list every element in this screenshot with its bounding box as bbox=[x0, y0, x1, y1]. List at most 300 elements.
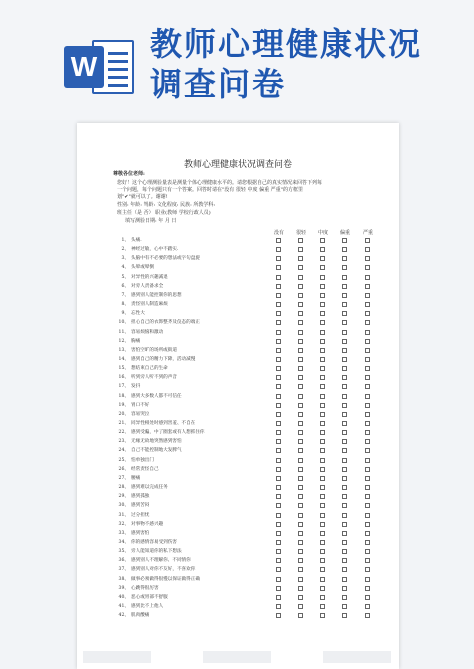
answer-checkbox[interactable] bbox=[365, 293, 370, 298]
question-row bbox=[117, 466, 387, 474]
answer-checkbox[interactable] bbox=[276, 595, 281, 600]
answer-checkbox[interactable] bbox=[298, 595, 303, 600]
answer-checkbox[interactable] bbox=[342, 421, 347, 426]
question-text: 责怪别人制造麻烦 bbox=[131, 302, 168, 308]
answer-checkbox[interactable] bbox=[320, 430, 325, 435]
answer-checkbox[interactable] bbox=[342, 494, 347, 499]
greeting: 尊敬各位老师: bbox=[113, 171, 145, 177]
answer-checkbox[interactable] bbox=[276, 357, 281, 362]
answer-checkbox[interactable] bbox=[365, 439, 370, 444]
answer-checkbox[interactable] bbox=[342, 256, 347, 261]
answer-checkbox[interactable] bbox=[342, 513, 347, 518]
question-row bbox=[117, 365, 387, 373]
question-row bbox=[117, 274, 387, 282]
answer-checkbox[interactable] bbox=[298, 348, 303, 353]
question-row bbox=[117, 603, 387, 611]
answer-checkbox[interactable] bbox=[342, 567, 347, 572]
answer-checkbox[interactable] bbox=[276, 311, 281, 316]
answer-checkbox[interactable] bbox=[342, 448, 347, 453]
answer-checkbox[interactable] bbox=[276, 522, 281, 527]
answer-checkbox[interactable] bbox=[298, 339, 303, 344]
answer-checkbox[interactable] bbox=[276, 348, 281, 353]
answer-checkbox[interactable] bbox=[298, 558, 303, 563]
answer-checkbox[interactable] bbox=[342, 595, 347, 600]
answer-checkbox[interactable] bbox=[342, 330, 347, 335]
answer-checkbox[interactable] bbox=[276, 247, 281, 252]
option-header: 很轻 bbox=[296, 230, 307, 236]
answer-checkbox[interactable] bbox=[276, 375, 281, 380]
answer-checkbox[interactable] bbox=[320, 293, 325, 298]
answer-checkbox[interactable] bbox=[298, 503, 303, 508]
answer-checkbox[interactable] bbox=[298, 284, 303, 289]
answer-checkbox[interactable] bbox=[365, 394, 370, 399]
question-text: 胃口不好 bbox=[131, 402, 150, 408]
answer-checkbox[interactable] bbox=[365, 311, 370, 316]
answer-checkbox[interactable] bbox=[276, 604, 281, 609]
answer-checkbox[interactable] bbox=[276, 394, 281, 399]
answer-checkbox[interactable] bbox=[276, 302, 281, 307]
question-row bbox=[117, 420, 387, 428]
answer-checkbox[interactable] bbox=[298, 330, 303, 335]
question-row bbox=[117, 402, 387, 410]
answer-checkbox[interactable] bbox=[320, 604, 325, 609]
answer-checkbox[interactable] bbox=[320, 339, 325, 344]
answer-checkbox[interactable] bbox=[298, 485, 303, 490]
answer-checkbox[interactable] bbox=[342, 439, 347, 444]
answer-checkbox[interactable] bbox=[342, 467, 347, 472]
answer-checkbox[interactable] bbox=[365, 567, 370, 572]
question-row bbox=[117, 347, 387, 355]
banner bbox=[0, 0, 474, 120]
answer-checkbox[interactable] bbox=[298, 357, 303, 362]
question-number: 4、 bbox=[121, 265, 129, 271]
answer-checkbox[interactable] bbox=[365, 531, 370, 536]
answer-checkbox[interactable] bbox=[298, 476, 303, 481]
answer-checkbox[interactable] bbox=[342, 247, 347, 252]
answer-checkbox[interactable] bbox=[298, 540, 303, 545]
question-text: 怕单独出门 bbox=[131, 457, 154, 463]
answer-checkbox[interactable] bbox=[298, 586, 303, 591]
answer-checkbox[interactable] bbox=[298, 531, 303, 536]
answer-checkbox[interactable] bbox=[298, 311, 303, 316]
answer-checkbox[interactable] bbox=[320, 513, 325, 518]
answer-checkbox[interactable] bbox=[342, 522, 347, 527]
answer-checkbox[interactable] bbox=[342, 293, 347, 298]
answer-checkbox[interactable] bbox=[320, 540, 325, 545]
answer-checkbox[interactable] bbox=[320, 448, 325, 453]
question-row bbox=[117, 548, 387, 556]
answer-checkbox[interactable] bbox=[342, 604, 347, 609]
answer-checkbox[interactable] bbox=[276, 265, 281, 270]
answer-checkbox[interactable] bbox=[342, 348, 347, 353]
answer-checkbox[interactable] bbox=[365, 458, 370, 463]
answer-checkbox[interactable] bbox=[320, 311, 325, 316]
answer-checkbox[interactable] bbox=[342, 503, 347, 508]
answer-checkbox[interactable] bbox=[320, 394, 325, 399]
answer-checkbox[interactable] bbox=[342, 302, 347, 307]
answer-checkbox[interactable] bbox=[342, 613, 347, 618]
answer-checkbox[interactable] bbox=[320, 357, 325, 362]
answer-checkbox[interactable] bbox=[342, 577, 347, 582]
question-row bbox=[117, 530, 387, 538]
answer-checkbox[interactable] bbox=[342, 430, 347, 435]
intro-line-3: 划"✔"就可以了。谢谢! bbox=[117, 194, 168, 200]
answer-checkbox[interactable] bbox=[276, 476, 281, 481]
question-number: 31、 bbox=[118, 512, 129, 518]
question-number: 41、 bbox=[118, 604, 129, 609]
answer-checkbox[interactable] bbox=[365, 275, 370, 280]
question-number: 13、 bbox=[118, 347, 129, 353]
answer-checkbox[interactable] bbox=[342, 531, 347, 536]
question-number: 29、 bbox=[118, 494, 129, 500]
banner-title-line2: 调查问卷 bbox=[150, 65, 287, 103]
answer-checkbox[interactable] bbox=[276, 567, 281, 572]
answer-checkbox[interactable] bbox=[342, 339, 347, 344]
answer-checkbox[interactable] bbox=[298, 403, 303, 408]
answer-checkbox[interactable] bbox=[276, 577, 281, 582]
answer-checkbox[interactable] bbox=[365, 256, 370, 261]
answer-checkbox[interactable] bbox=[276, 275, 281, 280]
question-text: 头脑中有不必要的想法或字句盘旋 bbox=[131, 256, 200, 262]
answer-checkbox[interactable] bbox=[342, 366, 347, 371]
question-number: 36、 bbox=[118, 558, 129, 564]
answer-checkbox[interactable] bbox=[342, 458, 347, 463]
question-number: 20、 bbox=[118, 411, 129, 417]
answer-checkbox[interactable] bbox=[298, 247, 303, 252]
answer-checkbox[interactable] bbox=[298, 293, 303, 298]
answer-checkbox[interactable] bbox=[276, 384, 281, 389]
answer-checkbox[interactable] bbox=[342, 549, 347, 554]
answer-checkbox[interactable] bbox=[320, 503, 325, 508]
answer-checkbox[interactable] bbox=[342, 540, 347, 545]
answer-checkbox[interactable] bbox=[365, 476, 370, 481]
answer-checkbox[interactable] bbox=[276, 467, 281, 472]
answer-checkbox[interactable] bbox=[342, 275, 347, 280]
answer-checkbox[interactable] bbox=[365, 284, 370, 289]
answer-checkbox[interactable] bbox=[365, 558, 370, 563]
question-row bbox=[117, 484, 387, 492]
answer-checkbox[interactable] bbox=[298, 275, 303, 280]
answer-checkbox[interactable] bbox=[320, 549, 325, 554]
answer-checkbox[interactable] bbox=[320, 247, 325, 252]
answer-checkbox[interactable] bbox=[298, 439, 303, 444]
answer-checkbox[interactable] bbox=[365, 421, 370, 426]
answer-checkbox[interactable] bbox=[342, 558, 347, 563]
answer-checkbox[interactable] bbox=[276, 403, 281, 408]
question-text: 感到苦闷 bbox=[131, 503, 150, 509]
answer-checkbox[interactable] bbox=[365, 238, 370, 243]
answer-checkbox[interactable] bbox=[320, 403, 325, 408]
question-row bbox=[117, 374, 387, 382]
answer-checkbox[interactable] bbox=[365, 577, 370, 582]
question-text: 感到别人不理解你、不同情你 bbox=[131, 558, 191, 564]
answer-checkbox[interactable] bbox=[298, 494, 303, 499]
answer-checkbox[interactable] bbox=[320, 412, 325, 417]
answer-checkbox[interactable] bbox=[320, 558, 325, 563]
answer-checkbox[interactable] bbox=[298, 613, 303, 618]
answer-checkbox[interactable] bbox=[276, 366, 281, 371]
question-row bbox=[117, 521, 387, 529]
answer-checkbox[interactable] bbox=[276, 430, 281, 435]
answer-checkbox[interactable] bbox=[320, 330, 325, 335]
answer-checkbox[interactable] bbox=[365, 412, 370, 417]
question-text: 神经过敏，心中不踏实. bbox=[131, 247, 179, 253]
question-text: 发抖 bbox=[131, 384, 141, 390]
answer-checkbox[interactable] bbox=[276, 339, 281, 344]
question-text: 恶心或胃部不舒服 bbox=[131, 594, 168, 600]
answer-checkbox[interactable] bbox=[342, 485, 347, 490]
question-number: 8、 bbox=[121, 302, 129, 308]
answer-checkbox[interactable] bbox=[342, 320, 347, 325]
answer-checkbox[interactable] bbox=[342, 586, 347, 591]
answer-checkbox[interactable] bbox=[365, 513, 370, 518]
answer-checkbox[interactable] bbox=[342, 311, 347, 316]
question-row bbox=[117, 512, 387, 520]
answer-checkbox[interactable] bbox=[365, 595, 370, 600]
answer-checkbox[interactable] bbox=[298, 458, 303, 463]
answer-checkbox[interactable] bbox=[365, 302, 370, 307]
question-number: 5、 bbox=[121, 274, 129, 280]
question-text: 忘性大 bbox=[131, 311, 145, 317]
answer-checkbox[interactable] bbox=[320, 302, 325, 307]
answer-checkbox[interactable] bbox=[342, 238, 347, 243]
info-fields-1: 性别: 年龄: 驾龄: 文化程度: 民族: 所教学科: bbox=[117, 202, 216, 208]
answer-checkbox[interactable] bbox=[276, 439, 281, 444]
question-row bbox=[117, 557, 387, 565]
question-row bbox=[117, 438, 387, 446]
answer-checkbox[interactable] bbox=[276, 503, 281, 508]
answer-checkbox[interactable] bbox=[342, 403, 347, 408]
question-row bbox=[117, 576, 387, 584]
answer-checkbox[interactable] bbox=[320, 284, 325, 289]
answer-checkbox[interactable] bbox=[276, 448, 281, 453]
answer-checkbox[interactable] bbox=[298, 430, 303, 435]
answer-checkbox[interactable] bbox=[298, 513, 303, 518]
question-row bbox=[117, 292, 387, 300]
question-number: 21、 bbox=[118, 421, 129, 426]
answer-checkbox[interactable] bbox=[320, 366, 325, 371]
question-number: 11、 bbox=[118, 329, 129, 335]
answer-checkbox[interactable] bbox=[276, 256, 281, 261]
answer-checkbox[interactable] bbox=[298, 421, 303, 426]
answer-checkbox[interactable] bbox=[298, 522, 303, 527]
answer-checkbox[interactable] bbox=[276, 320, 281, 325]
answer-checkbox[interactable] bbox=[320, 467, 325, 472]
answer-checkbox[interactable] bbox=[276, 586, 281, 591]
answer-checkbox[interactable] bbox=[298, 577, 303, 582]
option-header: 严重 bbox=[363, 230, 374, 236]
question-text: 感到受骗，中了圈套或有人想抓住你 bbox=[131, 430, 205, 436]
answer-checkbox[interactable] bbox=[298, 366, 303, 371]
answer-checkbox[interactable] bbox=[342, 357, 347, 362]
answer-checkbox[interactable] bbox=[365, 265, 370, 270]
question-text: 感到难以完成任务 bbox=[131, 485, 168, 491]
question-text: 旁人能知道你的私下想法 bbox=[131, 549, 182, 555]
answer-checkbox[interactable] bbox=[276, 531, 281, 536]
question-text: 心跳得很厉害 bbox=[131, 585, 159, 591]
answer-checkbox[interactable] bbox=[365, 320, 370, 325]
question-number: 40、 bbox=[118, 594, 129, 600]
question-text: 做事必须做得很慢以保证做得正确 bbox=[131, 576, 200, 582]
answer-checkbox[interactable] bbox=[320, 320, 325, 325]
answer-checkbox[interactable] bbox=[320, 375, 325, 380]
answer-checkbox[interactable] bbox=[365, 485, 370, 490]
question-text: 同异性相处时感到害羞、不自在 bbox=[131, 421, 196, 426]
answer-checkbox[interactable] bbox=[365, 448, 370, 453]
answer-checkbox[interactable] bbox=[365, 467, 370, 472]
answer-checkbox[interactable] bbox=[320, 256, 325, 261]
answer-checkbox[interactable] bbox=[365, 403, 370, 408]
answer-checkbox[interactable] bbox=[276, 330, 281, 335]
question-text: 对事物不感兴趣 bbox=[131, 521, 164, 527]
question-number: 18、 bbox=[118, 393, 129, 399]
answer-checkbox[interactable] bbox=[298, 265, 303, 270]
answer-checkbox[interactable] bbox=[365, 357, 370, 362]
question-text: 害怕空旷的场所或街道 bbox=[131, 347, 177, 353]
answer-checkbox[interactable] bbox=[320, 476, 325, 481]
question-row bbox=[117, 356, 387, 364]
question-number: 17、 bbox=[118, 384, 129, 390]
answer-checkbox[interactable] bbox=[298, 394, 303, 399]
answer-checkbox[interactable] bbox=[342, 394, 347, 399]
answer-checkbox[interactable] bbox=[276, 458, 281, 463]
question-row bbox=[117, 447, 387, 455]
answer-checkbox[interactable] bbox=[365, 330, 370, 335]
question-number: 35、 bbox=[118, 549, 129, 555]
answer-checkbox[interactable] bbox=[365, 339, 370, 344]
question-number: 37、 bbox=[118, 567, 129, 573]
question-text: 感到别人对你不友好，不喜欢你 bbox=[131, 567, 196, 573]
question-number: 38、 bbox=[118, 576, 129, 582]
question-row bbox=[117, 566, 387, 574]
answer-checkbox[interactable] bbox=[298, 320, 303, 325]
answer-checkbox[interactable] bbox=[298, 238, 303, 243]
question-text: 容易哭泣 bbox=[131, 411, 150, 417]
question-number: 6、 bbox=[121, 283, 129, 289]
answer-checkbox[interactable] bbox=[276, 494, 281, 499]
question-number: 3、 bbox=[121, 256, 129, 262]
answer-checkbox[interactable] bbox=[276, 549, 281, 554]
answer-checkbox[interactable] bbox=[320, 439, 325, 444]
answer-checkbox[interactable] bbox=[365, 604, 370, 609]
question-row bbox=[117, 585, 387, 593]
answer-checkbox[interactable] bbox=[320, 275, 325, 280]
answer-checkbox[interactable] bbox=[365, 430, 370, 435]
answer-checkbox[interactable] bbox=[320, 384, 325, 389]
question-number: 24、 bbox=[118, 448, 129, 454]
answer-checkbox[interactable] bbox=[342, 384, 347, 389]
answer-checkbox[interactable] bbox=[298, 567, 303, 572]
answer-checkbox[interactable] bbox=[365, 348, 370, 353]
document-title: 教师心理健康状况调查问卷 bbox=[183, 160, 292, 170]
answer-checkbox[interactable] bbox=[342, 375, 347, 380]
answer-checkbox[interactable] bbox=[365, 503, 370, 508]
answer-checkbox[interactable] bbox=[298, 412, 303, 417]
answer-checkbox[interactable] bbox=[365, 375, 370, 380]
answer-checkbox[interactable] bbox=[365, 522, 370, 527]
question-number: 10、 bbox=[118, 320, 129, 326]
question-number: 14、 bbox=[118, 356, 129, 362]
answer-checkbox[interactable] bbox=[276, 513, 281, 518]
answer-checkbox[interactable] bbox=[365, 586, 370, 591]
answer-checkbox[interactable] bbox=[342, 412, 347, 417]
answer-checkbox[interactable] bbox=[365, 384, 370, 389]
answer-checkbox[interactable] bbox=[276, 613, 281, 618]
answer-checkbox[interactable] bbox=[320, 238, 325, 243]
question-text: 无缘无故地突然感到害怕 bbox=[131, 439, 182, 445]
answer-checkbox[interactable] bbox=[320, 421, 325, 426]
question-row bbox=[117, 310, 387, 318]
question-row bbox=[117, 319, 387, 327]
answer-checkbox[interactable] bbox=[276, 558, 281, 563]
answer-checkbox[interactable] bbox=[298, 448, 303, 453]
answer-checkbox[interactable] bbox=[298, 467, 303, 472]
answer-checkbox[interactable] bbox=[320, 595, 325, 600]
question-row bbox=[117, 429, 387, 437]
answer-checkbox[interactable] bbox=[320, 531, 325, 536]
answer-checkbox[interactable] bbox=[276, 485, 281, 490]
answer-checkbox[interactable] bbox=[298, 375, 303, 380]
answer-checkbox[interactable] bbox=[320, 522, 325, 527]
question-row bbox=[117, 383, 387, 391]
answer-checkbox[interactable] bbox=[365, 494, 370, 499]
question-number: 16、 bbox=[118, 375, 129, 381]
answer-checkbox[interactable] bbox=[365, 613, 370, 618]
answer-checkbox[interactable] bbox=[320, 613, 325, 618]
question-text: 想结束自己的生命 bbox=[131, 366, 168, 372]
info-fields-3: 填写测验日期: 年 月 日 bbox=[125, 218, 177, 224]
question-row bbox=[117, 338, 387, 346]
answer-checkbox[interactable] bbox=[320, 265, 325, 270]
answer-checkbox[interactable] bbox=[320, 577, 325, 582]
answer-checkbox[interactable] bbox=[276, 238, 281, 243]
answer-checkbox[interactable] bbox=[276, 421, 281, 426]
answer-checkbox[interactable] bbox=[276, 293, 281, 298]
answer-checkbox[interactable] bbox=[365, 540, 370, 545]
answer-checkbox[interactable] bbox=[365, 366, 370, 371]
answer-checkbox[interactable] bbox=[298, 549, 303, 554]
question-row bbox=[117, 329, 387, 337]
question-number: 33、 bbox=[118, 530, 129, 536]
answer-checkbox[interactable] bbox=[320, 485, 325, 490]
answer-checkbox[interactable] bbox=[320, 494, 325, 499]
answer-checkbox[interactable] bbox=[320, 586, 325, 591]
question-text: 你的感情容易受到伤害 bbox=[131, 539, 177, 545]
answer-checkbox[interactable] bbox=[365, 247, 370, 252]
answer-checkbox[interactable] bbox=[365, 549, 370, 554]
question-text: 感到大多数人都不可信任 bbox=[131, 393, 182, 399]
answer-checkbox[interactable] bbox=[342, 284, 347, 289]
document-page bbox=[77, 123, 399, 669]
answer-checkbox[interactable] bbox=[298, 302, 303, 307]
answer-checkbox[interactable] bbox=[320, 567, 325, 572]
question-text: 胸痛 bbox=[131, 338, 141, 344]
answer-checkbox[interactable] bbox=[298, 256, 303, 261]
answer-checkbox[interactable] bbox=[320, 458, 325, 463]
answer-checkbox[interactable] bbox=[342, 265, 347, 270]
answer-checkbox[interactable] bbox=[276, 540, 281, 545]
answer-checkbox[interactable] bbox=[276, 284, 281, 289]
answer-checkbox[interactable] bbox=[276, 412, 281, 417]
question-row bbox=[117, 301, 387, 309]
answer-checkbox[interactable] bbox=[298, 604, 303, 609]
answer-checkbox[interactable] bbox=[342, 476, 347, 481]
question-text: 过分担忧 bbox=[131, 512, 150, 518]
question-row bbox=[117, 283, 387, 291]
answer-checkbox[interactable] bbox=[320, 348, 325, 353]
question-row bbox=[117, 255, 387, 263]
answer-checkbox[interactable] bbox=[298, 384, 303, 389]
